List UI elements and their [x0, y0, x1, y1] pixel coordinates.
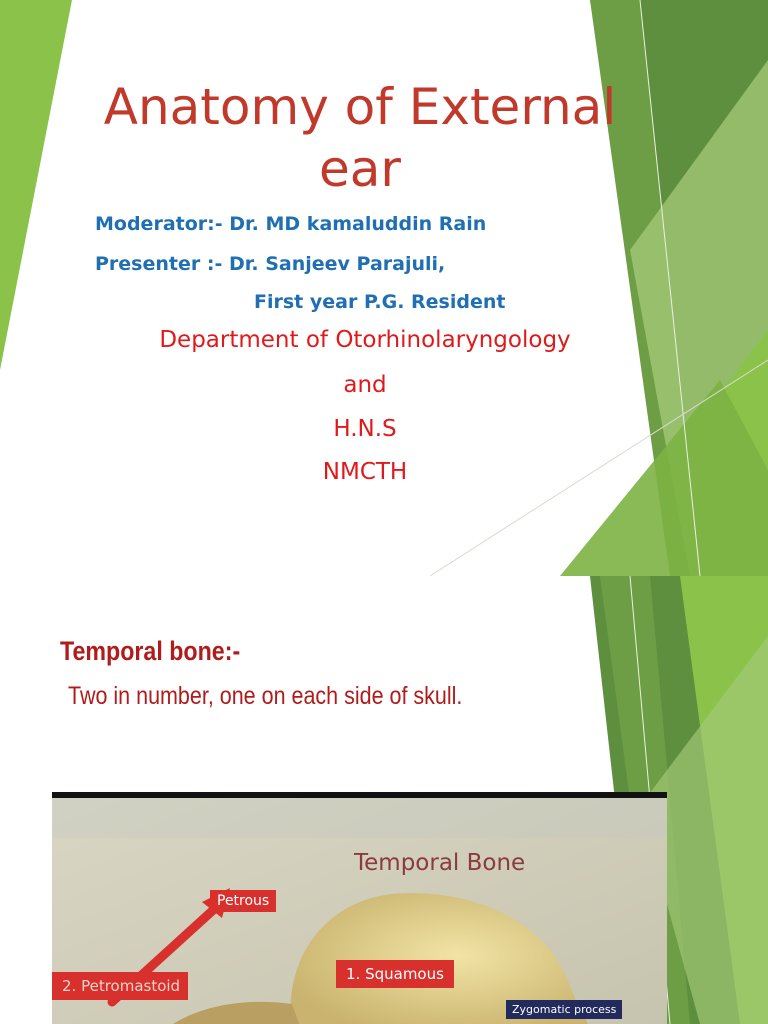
college-name: NMCTH [322, 459, 408, 485]
label-petrous: Petrous [210, 890, 276, 912]
slide-title [40, 76, 680, 200]
department-and: and [343, 372, 387, 398]
label-squamous: 1. Squamous [336, 960, 454, 988]
department-hns: H.N.S [333, 416, 397, 442]
designation-line: First year P.G. Resident [254, 291, 506, 313]
moderator-line: Moderator:- Dr. MD kamaluddin Rain [95, 213, 487, 235]
title-line-2: ear [319, 140, 401, 198]
title-line-1: Anatomy of External [103, 78, 617, 136]
label-petromastoid: 2. Petromastoid [52, 972, 188, 1000]
temporal-bone-slide [0, 576, 768, 1024]
slide-body-text: Two in number, one on each side of skull. [68, 682, 463, 710]
photo-title: Temporal Bone [354, 850, 526, 876]
department-name: Department of Otorhinolaryngology [159, 327, 571, 353]
label-zygomatic-process: Zygomatic process [506, 1000, 622, 1019]
slide-heading: Temporal bone:- [60, 636, 241, 666]
temporal-bone-photo [52, 792, 667, 1024]
presenter-line: Presenter :- Dr. Sanjeev Parajuli, [95, 253, 446, 275]
